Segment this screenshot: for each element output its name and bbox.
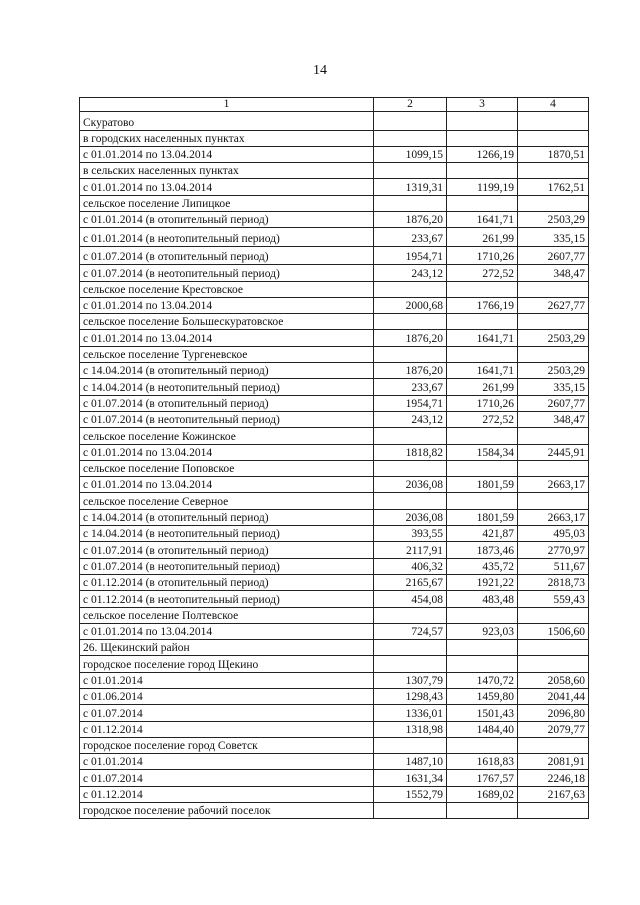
value-cell	[374, 112, 447, 131]
value-cell	[447, 428, 518, 444]
value-cell: 393,55	[374, 526, 447, 542]
row-label: сельское поселение Тургеневское	[80, 346, 374, 362]
value-cell	[374, 346, 447, 362]
table-row	[80, 754, 589, 770]
row-label: сельское поселение Липицкое	[80, 195, 374, 211]
value-cell	[374, 281, 447, 297]
table-row	[80, 623, 589, 639]
value-cell: 1336,01	[374, 705, 447, 721]
table-row	[80, 607, 589, 623]
value-cell	[447, 803, 518, 819]
value-cell: 2503,29	[518, 211, 589, 227]
value-cell: 261,99	[447, 379, 518, 395]
value-cell	[447, 737, 518, 753]
value-cell: 1767,57	[447, 770, 518, 786]
value-cell	[447, 314, 518, 330]
table-row	[80, 558, 589, 574]
table-row	[80, 179, 589, 195]
table-row	[80, 460, 589, 476]
value-cell: 2096,80	[518, 705, 589, 721]
value-cell: 1710,26	[447, 395, 518, 411]
value-cell	[447, 112, 518, 131]
row-label: с 01.07.2014	[80, 770, 374, 786]
value-cell	[447, 493, 518, 509]
row-label: сельское поселение Поповское	[80, 460, 374, 476]
table-row	[80, 195, 589, 211]
table-row	[80, 493, 589, 509]
table-row	[80, 542, 589, 558]
row-label: сельское поселение Большескуратовское	[80, 314, 374, 330]
value-cell	[447, 346, 518, 362]
value-cell: 1689,02	[447, 786, 518, 802]
tariff-table	[79, 97, 589, 819]
value-cell: 243,12	[374, 265, 447, 281]
value-cell: 406,32	[374, 558, 447, 574]
value-cell	[374, 195, 447, 211]
value-cell: 923,03	[447, 623, 518, 639]
value-cell: 1307,79	[374, 672, 447, 688]
row-label: с 01.01.2014 по 13.04.2014	[80, 297, 374, 313]
row-label: с 01.01.2014 по 13.04.2014	[80, 477, 374, 493]
value-cell: 1631,34	[374, 770, 447, 786]
row-label: сельское поселение Северное	[80, 493, 374, 509]
value-cell: 421,87	[447, 526, 518, 542]
row-label: с 01.01.2014	[80, 754, 374, 770]
value-cell: 2117,91	[374, 542, 447, 558]
value-cell	[518, 656, 589, 672]
value-cell	[518, 346, 589, 362]
row-label: с 14.04.2014 (в неотопительный период)	[80, 379, 374, 395]
value-cell	[447, 195, 518, 211]
value-cell: 511,67	[518, 558, 589, 574]
value-cell: 454,08	[374, 591, 447, 607]
table-row	[80, 346, 589, 362]
column-header: 3	[447, 98, 518, 112]
value-cell	[518, 314, 589, 330]
value-cell: 2058,60	[518, 672, 589, 688]
value-cell: 2503,29	[518, 363, 589, 379]
value-cell: 1876,20	[374, 211, 447, 227]
row-label: в городских населенных пунктах	[80, 130, 374, 146]
table-row	[80, 786, 589, 802]
value-cell: 2663,17	[518, 509, 589, 525]
table-row	[80, 146, 589, 162]
row-label: с 01.01.2014 по 13.04.2014	[80, 146, 374, 162]
row-label: с 14.04.2014 (в неотопительный период)	[80, 526, 374, 542]
table-row	[80, 770, 589, 786]
value-cell: 1506,60	[518, 623, 589, 639]
row-label: с 01.12.2014 (в неотопительный период)	[80, 591, 374, 607]
table-row	[80, 379, 589, 395]
table-row	[80, 721, 589, 737]
value-cell	[518, 460, 589, 476]
row-label: с 01.12.2014	[80, 786, 374, 802]
row-label: с 01.07.2014 (в неотопительный период)	[80, 558, 374, 574]
value-cell: 2445,91	[518, 444, 589, 460]
value-cell	[374, 640, 447, 656]
value-cell: 1801,59	[447, 509, 518, 525]
value-cell: 2770,97	[518, 542, 589, 558]
value-cell: 1954,71	[374, 395, 447, 411]
value-cell: 1801,59	[447, 477, 518, 493]
table-row	[80, 246, 589, 265]
value-cell: 1501,43	[447, 705, 518, 721]
table-row	[80, 509, 589, 525]
value-cell	[374, 163, 447, 179]
row-label: в сельских населенных пунктах	[80, 163, 374, 179]
value-cell: 2607,77	[518, 395, 589, 411]
value-cell	[518, 640, 589, 656]
value-cell	[447, 640, 518, 656]
row-label: с 01.01.2014 по 13.04.2014	[80, 330, 374, 346]
table-row	[80, 411, 589, 427]
row-label: с 14.04.2014 (в отопительный период)	[80, 363, 374, 379]
value-cell: 233,67	[374, 379, 447, 395]
table-row	[80, 640, 589, 656]
value-cell: 2036,08	[374, 477, 447, 493]
value-cell: 724,57	[374, 623, 447, 639]
table-row	[80, 526, 589, 542]
table-row	[80, 330, 589, 346]
row-label: с 01.01.2014 по 13.04.2014	[80, 179, 374, 195]
value-cell: 1584,34	[447, 444, 518, 460]
row-label: с 14.04.2014 (в отопительный период)	[80, 509, 374, 525]
value-cell: 1818,82	[374, 444, 447, 460]
row-label: с 01.07.2014 (в отопительный период)	[80, 246, 374, 265]
value-cell: 2818,73	[518, 574, 589, 590]
row-label: с 01.07.2014 (в неотопительный период)	[80, 265, 374, 281]
table-row	[80, 281, 589, 297]
row-label: городское поселение рабочий поселок	[80, 803, 374, 819]
table-row	[80, 689, 589, 705]
value-cell: 2036,08	[374, 509, 447, 525]
value-cell	[518, 607, 589, 623]
value-cell: 335,15	[518, 228, 589, 247]
value-cell: 1319,31	[374, 179, 447, 195]
table-row	[80, 737, 589, 753]
value-cell: 1641,71	[447, 211, 518, 227]
row-label: сельское поселение Кожинское	[80, 428, 374, 444]
value-cell: 233,67	[374, 228, 447, 247]
value-cell: 483,48	[447, 591, 518, 607]
value-cell: 559,43	[518, 591, 589, 607]
value-cell: 335,15	[518, 379, 589, 395]
row-label: с 01.12.2014	[80, 721, 374, 737]
row-label: с 01.01.2014 (в отопительный период)	[80, 211, 374, 227]
value-cell: 1199,19	[447, 179, 518, 195]
table-row	[80, 163, 589, 179]
value-cell: 1921,22	[447, 574, 518, 590]
value-cell: 2167,63	[518, 786, 589, 802]
table-row	[80, 130, 589, 146]
row-label: с 01.07.2014 (в неотопительный период)	[80, 411, 374, 427]
value-cell: 272,52	[447, 411, 518, 427]
value-cell: 348,47	[518, 265, 589, 281]
value-cell: 2081,91	[518, 754, 589, 770]
value-cell	[518, 130, 589, 146]
value-cell: 1954,71	[374, 246, 447, 265]
value-cell: 1870,51	[518, 146, 589, 162]
table-row	[80, 477, 589, 493]
table-row	[80, 363, 589, 379]
value-cell: 2503,29	[518, 330, 589, 346]
row-label: с 01.01.2014	[80, 672, 374, 688]
table-row	[80, 428, 589, 444]
value-cell	[518, 163, 589, 179]
value-cell: 2165,67	[374, 574, 447, 590]
row-label: 26. Щекинский район	[80, 640, 374, 656]
table-row	[80, 228, 589, 247]
table-row	[80, 297, 589, 313]
table-row	[80, 574, 589, 590]
row-label: с 01.01.2014 по 13.04.2014	[80, 444, 374, 460]
value-cell	[518, 112, 589, 131]
table-row	[80, 705, 589, 721]
value-cell	[374, 428, 447, 444]
table-row	[80, 444, 589, 460]
value-cell: 1470,72	[447, 672, 518, 688]
value-cell: 1618,83	[447, 754, 518, 770]
table-row	[80, 395, 589, 411]
value-cell: 1641,71	[447, 363, 518, 379]
value-cell: 1876,20	[374, 330, 447, 346]
column-header: 1	[80, 98, 374, 112]
value-cell	[374, 803, 447, 819]
column-header: 2	[374, 98, 447, 112]
value-cell: 2041,44	[518, 689, 589, 705]
value-cell: 1873,46	[447, 542, 518, 558]
table-row	[80, 265, 589, 281]
value-cell	[518, 737, 589, 753]
row-label: с 01.01.2014 (в неотопительный период)	[80, 228, 374, 247]
value-cell: 2079,77	[518, 721, 589, 737]
value-cell: 435,72	[447, 558, 518, 574]
value-cell: 261,99	[447, 228, 518, 247]
table-header-row	[80, 98, 589, 112]
value-cell	[518, 195, 589, 211]
row-label: Скуратово	[80, 112, 374, 131]
value-cell: 495,03	[518, 526, 589, 542]
value-cell: 1552,79	[374, 786, 447, 802]
value-cell: 1762,51	[518, 179, 589, 195]
value-cell	[374, 460, 447, 476]
row-label: с 01.01.2014 по 13.04.2014	[80, 623, 374, 639]
value-cell: 243,12	[374, 411, 447, 427]
row-label: с 01.06.2014	[80, 689, 374, 705]
row-label: с 01.07.2014 (в отопительный период)	[80, 542, 374, 558]
value-cell: 1459,80	[447, 689, 518, 705]
value-cell	[374, 493, 447, 509]
table-row	[80, 591, 589, 607]
value-cell: 1876,20	[374, 363, 447, 379]
value-cell: 1484,40	[447, 721, 518, 737]
table-row	[80, 672, 589, 688]
table-row	[80, 314, 589, 330]
value-cell	[518, 493, 589, 509]
value-cell: 1099,15	[374, 146, 447, 162]
value-cell: 1298,43	[374, 689, 447, 705]
row-label: сельское поселение Крестовское	[80, 281, 374, 297]
value-cell: 1266,19	[447, 146, 518, 162]
value-cell	[447, 130, 518, 146]
page-number: 14	[313, 63, 327, 78]
value-cell: 2246,18	[518, 770, 589, 786]
value-cell: 348,47	[518, 411, 589, 427]
value-cell: 1487,10	[374, 754, 447, 770]
value-cell	[447, 163, 518, 179]
row-label: городское поселение город Советск	[80, 737, 374, 753]
table-row	[80, 211, 589, 227]
value-cell	[518, 281, 589, 297]
value-cell	[374, 130, 447, 146]
value-cell: 2000,68	[374, 297, 447, 313]
value-cell	[447, 460, 518, 476]
value-cell: 1318,98	[374, 721, 447, 737]
value-cell	[447, 607, 518, 623]
value-cell: 2607,77	[518, 246, 589, 265]
column-header: 4	[518, 98, 589, 112]
value-cell: 2627,77	[518, 297, 589, 313]
table-row	[80, 803, 589, 819]
value-cell	[447, 656, 518, 672]
table-row	[80, 112, 589, 131]
value-cell	[518, 428, 589, 444]
value-cell: 272,52	[447, 265, 518, 281]
value-cell: 1766,19	[447, 297, 518, 313]
table-row	[80, 656, 589, 672]
row-label: сельское поселение Полтевское	[80, 607, 374, 623]
row-label: с 01.12.2014 (в отопительный период)	[80, 574, 374, 590]
value-cell	[447, 281, 518, 297]
value-cell: 1710,26	[447, 246, 518, 265]
row-label: городское поселение город Щекино	[80, 656, 374, 672]
value-cell	[374, 737, 447, 753]
value-cell	[374, 607, 447, 623]
row-label: с 01.07.2014 (в отопительный период)	[80, 395, 374, 411]
value-cell: 2663,17	[518, 477, 589, 493]
value-cell	[374, 656, 447, 672]
value-cell: 1641,71	[447, 330, 518, 346]
row-label: с 01.07.2014	[80, 705, 374, 721]
value-cell	[374, 314, 447, 330]
value-cell	[518, 803, 589, 819]
